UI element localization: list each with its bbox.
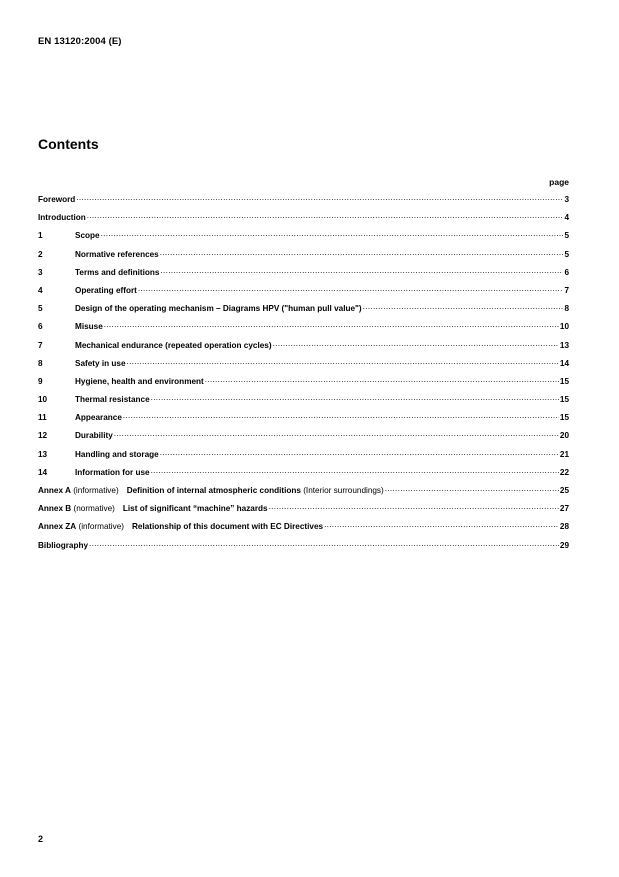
dot-leader	[205, 371, 559, 389]
toc-entry-title: Introduction	[38, 213, 86, 223]
toc-entry-page: 15	[559, 413, 569, 423]
dot-leader	[104, 316, 559, 334]
toc-entry-number: 10	[38, 395, 48, 405]
toc-entry-page: 15	[559, 376, 569, 386]
toc-entry-title: Durability	[75, 431, 113, 441]
toc-entry-page: 20	[559, 431, 569, 441]
toc-entry-page: 15	[559, 395, 569, 405]
dot-leader	[114, 425, 559, 443]
toc-entry-title: Terms and definitions	[75, 267, 160, 277]
toc-entry-number: 4	[38, 285, 43, 295]
toc-entry-number: 14	[38, 467, 48, 477]
toc-entry-bibliography[interactable]	[38, 537, 569, 555]
toc-entry-page: 10	[559, 322, 569, 332]
toc-entry-title: Operating effort	[75, 285, 137, 295]
toc-entry-number: 1	[38, 231, 43, 241]
toc-entry-page: 4	[564, 213, 569, 223]
dot-leader	[273, 335, 559, 353]
toc-entry-page: 27	[559, 504, 569, 514]
toc-entry-number: 9	[38, 376, 43, 386]
dot-leader	[363, 298, 564, 316]
toc-entry-page: 22	[559, 467, 569, 477]
toc-entry-page: 6	[564, 267, 569, 277]
dot-leader	[269, 498, 559, 516]
toc-entry-number: 5	[38, 304, 43, 314]
annex-label: Annex A	[38, 486, 71, 495]
toc-entry-title: Information for use	[75, 467, 150, 477]
toc-entry-number: 7	[38, 340, 43, 350]
toc-entry-page: 5	[564, 249, 569, 259]
dot-leader	[138, 280, 564, 298]
page-number: 2	[38, 834, 44, 844]
toc-entry-page: 8	[564, 304, 569, 314]
toc-entry-number: 11	[38, 413, 47, 423]
toc-entry-number: 3	[38, 267, 43, 277]
toc-entry-page: 28	[559, 522, 569, 532]
dot-leader	[123, 407, 559, 425]
annex-title: Definition of internal atmospheric conditions	[126, 486, 301, 495]
toc-entry-title: Design of the operating mechanism – Diagrams HPV ("human pull value")	[75, 304, 362, 314]
toc-entry-title: Misuse	[75, 322, 103, 332]
toc-entry-number: 12	[38, 431, 48, 441]
toc-entry-page: 13	[559, 340, 569, 350]
page-title: Contents	[38, 136, 99, 152]
dot-leader	[160, 444, 559, 462]
toc-entry-number: 2	[38, 249, 43, 259]
toc-entry-number: 13	[38, 449, 48, 459]
annex-label: Annex B	[38, 504, 72, 514]
dot-leader	[151, 462, 559, 480]
dot-leader	[89, 535, 559, 553]
toc-entry-title: Mechanical endurance (repeated operation cycles)	[75, 340, 272, 350]
table-of-contents	[38, 191, 569, 555]
annex-kind: (informative)	[78, 522, 124, 532]
dot-leader	[76, 189, 563, 207]
toc-entry-number: 8	[38, 358, 43, 368]
toc-entry-number: 6	[38, 322, 43, 332]
toc-entry-title: Relationship of this document with EC Directives	[132, 522, 324, 532]
toc-entry-title: Safety in use	[75, 358, 126, 368]
dot-leader	[151, 389, 559, 407]
annex-kind: (normative)	[73, 504, 115, 514]
annex-title-suffix: (Interior surroundings)	[300, 486, 384, 495]
toc-entry-title: Appearance	[75, 413, 122, 423]
toc-entry-title: Foreword	[38, 195, 76, 204]
toc-entry-title: Hygiene, health and environment	[75, 376, 204, 386]
toc-entry-title: Bibliography	[38, 540, 89, 550]
dot-leader	[385, 480, 559, 498]
dot-leader	[127, 353, 559, 371]
page-column-label: page	[549, 177, 569, 187]
toc-entry-page: 5	[564, 231, 569, 241]
toc-entry-page: 7	[564, 285, 569, 295]
dot-leader	[160, 244, 564, 262]
toc-entry-title: Handling and storage	[75, 449, 159, 459]
toc-entry-page: 25	[559, 486, 569, 495]
dot-leader	[101, 225, 564, 243]
toc-entry-page: 29	[559, 540, 569, 550]
toc-entry-page: 14	[559, 358, 569, 368]
dot-leader	[87, 207, 564, 225]
toc-entry-page: 3	[564, 195, 569, 204]
dot-leader	[160, 262, 563, 280]
toc-entry-title: Thermal resistance	[75, 395, 150, 405]
annex-label: Annex ZA	[38, 522, 77, 532]
dot-leader	[324, 516, 559, 534]
document-id: EN 13120:2004 (E)	[38, 36, 122, 47]
toc-entry-title: Scope	[75, 231, 100, 241]
annex-kind: (informative)	[73, 486, 119, 495]
toc-entry-page: 21	[559, 449, 569, 459]
toc-entry-title: List of significant “machine” hazards	[122, 504, 268, 514]
toc-entry-title: Normative references	[75, 249, 159, 259]
